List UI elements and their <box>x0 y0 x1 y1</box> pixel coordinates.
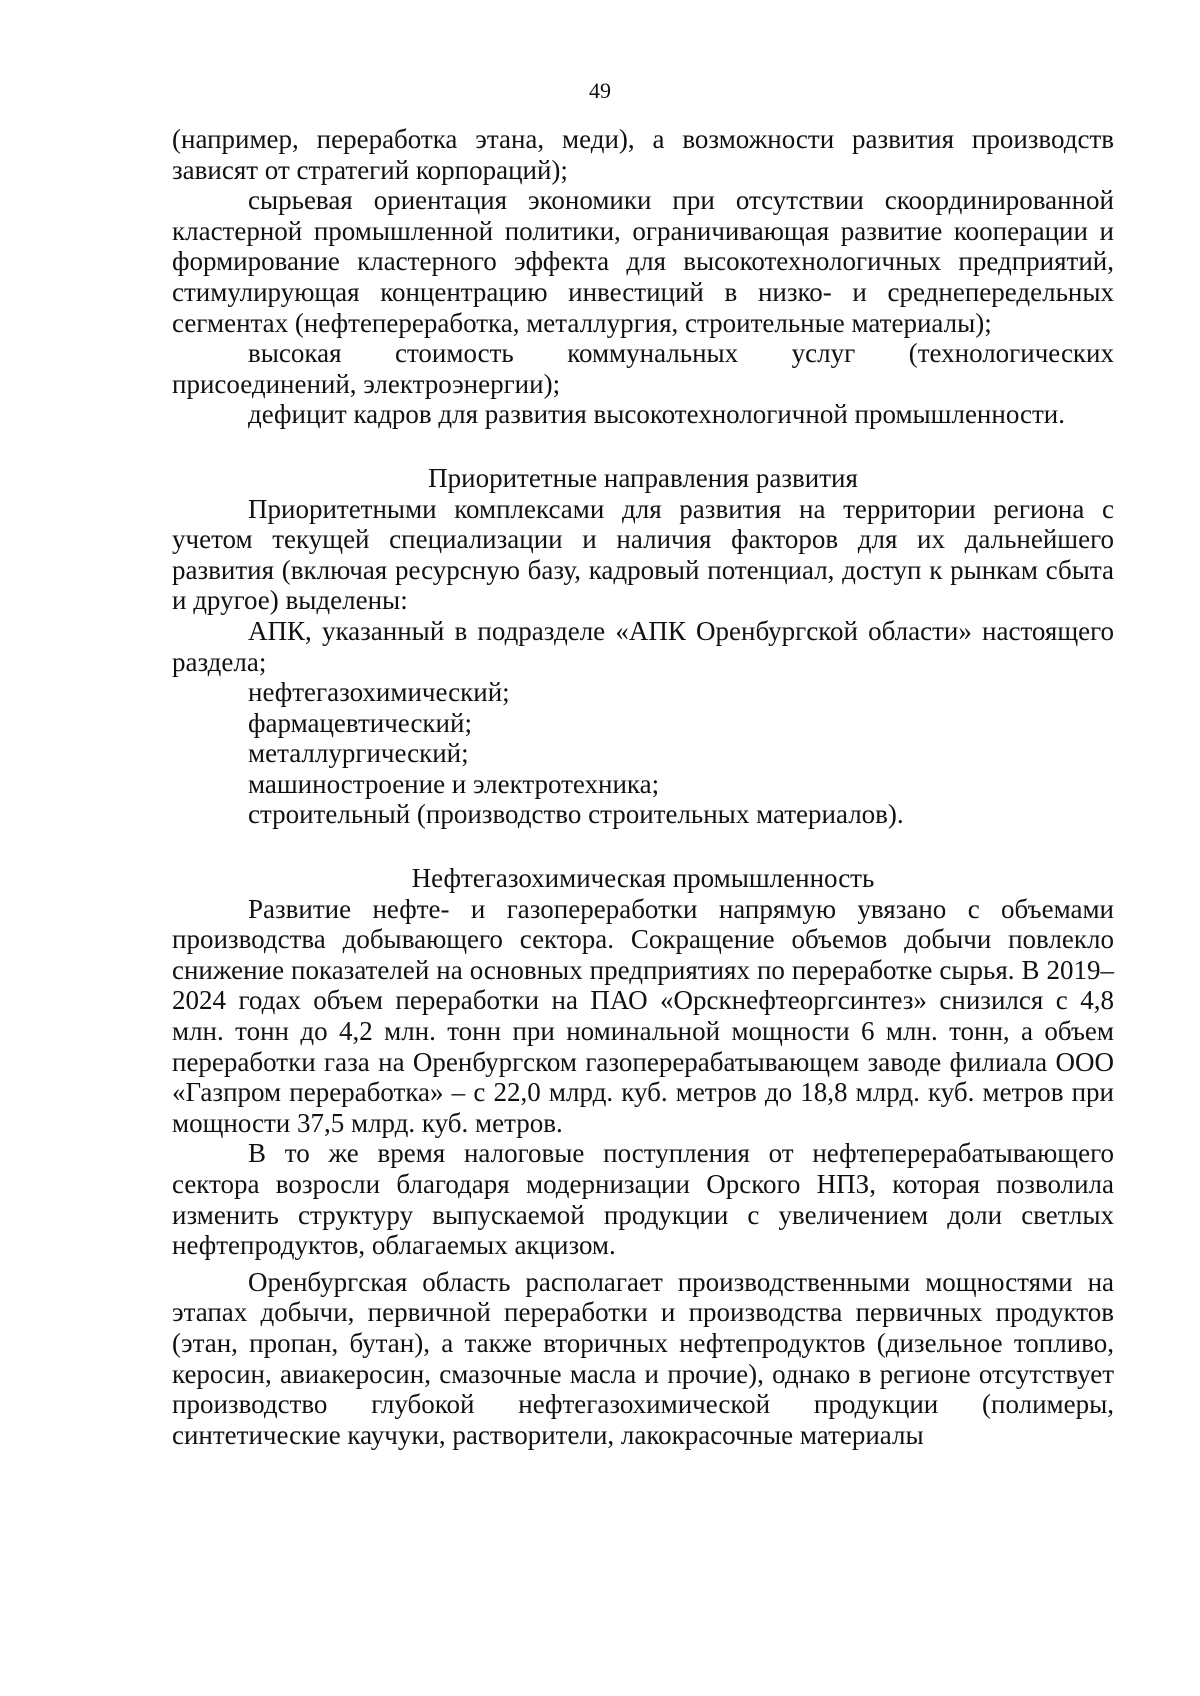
paragraph-utility-costs: высокая стоимость коммунальных услуг (технологических присоединений, электроэнергии); <box>172 338 1114 399</box>
paragraph-staff-shortage: дефицит кадров для развития высокотехнологичной промышленности. <box>248 399 1065 430</box>
section-heading-petrochemical: Нефтегазохимическая промышленность <box>411 863 875 894</box>
paragraph-refining-volumes: Развитие нефте- и газопереработки напрямую увязано с объемами производства добывающего сектора. Сокращение объемов добычи повлекло снижение показателей на основных предприятиях по переработке сырья. В 2019–2024 годах объем переработки на ПАО «Орскнефтеоргсинтез» снизился с 4,8 млн. тонн до 4,2 млн. тонн при номинальной мощности 6 млн. тонн, а объем переработки газа на Оренбургском газоперерабатывающем заводе филиала ООО «Газпром переработка» – с 22,0 млрд. куб. метров до 18,8 млрд. куб. метров при мощности 37,5 млрд. куб. метров. <box>172 893 1114 1138</box>
paragraph-priority-intro: Приоритетными комплексами для развития на территории региона с учетом текущей специализации и наличия факторов для их дальнейшего развития (включая ресурсную базу, кадровый потенциал, доступ к рынкам сбыта и другое) выделены: <box>172 493 1114 616</box>
section-heading-priority-directions: Приоритетные направления развития <box>428 462 858 493</box>
list-item: АПК, указанный в подразделе «АПК Оренбургской области» настоящего раздела; <box>172 615 1114 677</box>
list-item: строительный (производство строительных материалов). <box>248 799 904 830</box>
paragraph-tax-revenues: В то же время налоговые поступления от нефтеперерабатывающего сектора возросли благодаря модернизации Орского НПЗ, которая позволила изменить структуру выпускаемой продукции с увеличением доли светлых нефтепродуктов, облагаемых акцизом. <box>172 1138 1114 1261</box>
list-item: нефтегазохимический; <box>248 677 510 708</box>
list-item: машиностроение и электротехника; <box>248 768 660 799</box>
page-number: 49 <box>589 78 611 103</box>
list-item: металлургический; <box>248 738 469 769</box>
paragraph-production-capacities: Оренбургская область располагает производственными мощностями на этапах добычи, первичной переработки и производства первичных продуктов (этан, пропан, бутан), а также вторичных нефтепродуктов (дизельное топливо, керосин, авиакеросин, смазочные масла и прочие), однако в регионе отсутствует производство глубокой нефтегазохимической продукции (полимеры, синтетические каучуки, растворители, лакокрасочные материалы <box>172 1266 1114 1450</box>
paragraph-raw-material-orientation: сырьевая ориентация экономики при отсутствии скоординированной кластерной промышленной политики, ограничивающая развитие кооперации и формирование кластерного эффекта для высокотехнологичных предприятий, стимулирующая концентрацию инвестиций в низко- и среднепередельных сегментах (нефтепереработка, металлургия, строительные материалы); <box>172 185 1114 338</box>
document-body <box>172 124 1114 1450</box>
list-item: фармацевтический; <box>248 707 472 738</box>
paragraph-continuation: (например, переработка этана, меди), а возможности развития производств зависят от стратегий корпораций); <box>172 124 1114 185</box>
priority-list <box>172 616 1114 830</box>
